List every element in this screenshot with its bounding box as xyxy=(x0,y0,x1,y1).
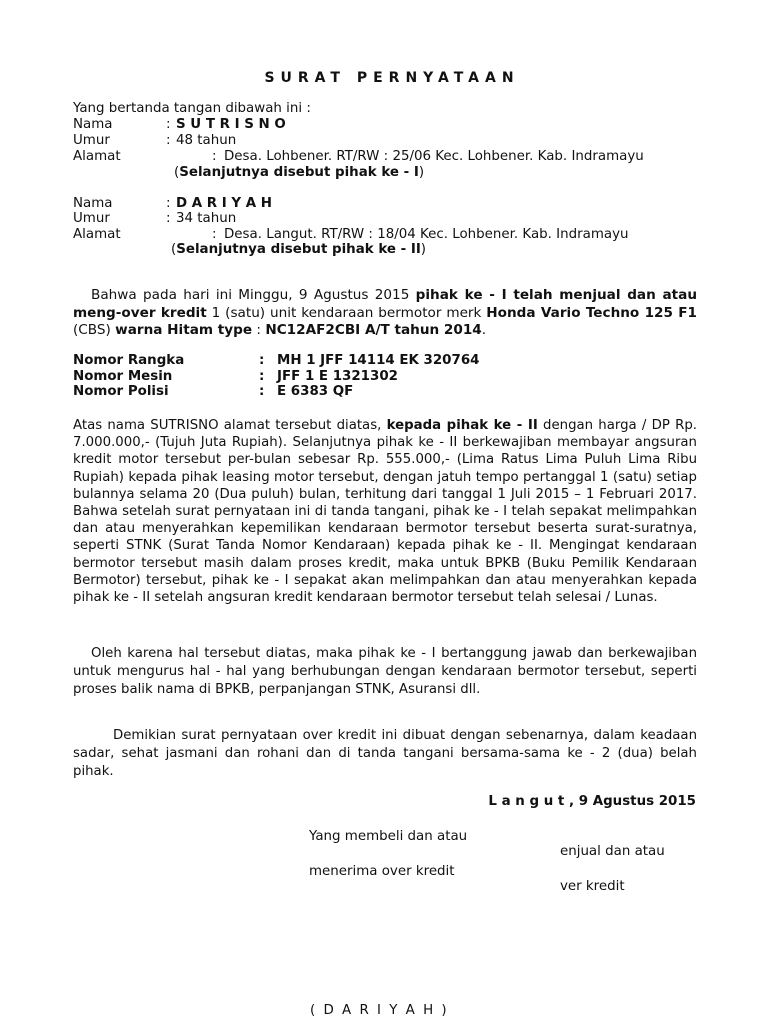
seller-caption-line1: enjual dan atau xyxy=(560,844,665,859)
paragraph-closing: Demikian surat pernyataan over kredit ini dibuat dengan sebenarnya, dalam keadaan sadar, sehat jasmani dan rohani dan di tanda tangani bersama-sama ke - 2 (dua) belah pihak. xyxy=(73,728,697,779)
party2-umur-colon: : xyxy=(166,211,171,226)
party2-alamat-label: Alamat xyxy=(73,227,121,242)
party1-alamat-value: Desa. Lohbener. RT/RW : 25/06 Kec. Lohbener. Kab. Indramayu xyxy=(224,149,644,164)
para1-part-b: pihak ke - I telah menjual dan atau meng-over kredit xyxy=(73,287,697,321)
party1-note-open: ( xyxy=(174,165,180,180)
para1-part-g: : xyxy=(252,322,266,338)
buyer-caption-line2: menerima over kredit xyxy=(309,864,455,879)
place-date: L a n g u t , 9 Agustus 2015 xyxy=(488,794,696,809)
para1-part-f: warna Hitam type xyxy=(115,322,253,338)
para2-part-c: dengan harga / DP Rp. 7.000.000,- (Tujuh Juta Rupiah). Selanjutnya pihak ke - II berkewajiban membayar angsuran kredit motor tersebut per-bulan sebesar Rp. 555.000,- (Lima Ratus Lima Puluh Lima Ribu Rupiah) kepada pihak leasing motor tersebut, dengan jatuh tempo pertanggal 1 (satu) setiap bulannya selama 20 (Dua puluh) bulan, terhitung dari tanggal 1 Juli 2015 – 1 Februari 2017. Bahwa setelah surat pernyataan ini di tanda tangani, pihak ke - I telah sepakat melimpahkan dan atau menyerahkan kepemilikan kendaraan bermotor tersebut beserta surat-suratnya, seperti STNK (Surat Tanda Nomor Kendaraan) kepada pihak ke - II. Mengingat kendaraan bermotor tersebut masih dalam proses kredit, maka untuk BPKB (Buku Pemilik Kendaraan Bermotor) tersebut, pihak ke - I sepakat akan melimpahkan dan atau menyerahkan kepada pihak ke - II setelah angsuran kredit kendaraan bermotor tersebut telah selesai / Lunas. xyxy=(73,418,697,606)
vehicle-mesin-colon: : xyxy=(259,369,265,384)
party2-note-close: ) xyxy=(420,242,427,257)
vehicle-rangka-colon: : xyxy=(259,353,265,368)
party2-note xyxy=(171,242,426,258)
vehicle-mesin-label: Nomor Mesin xyxy=(73,369,173,384)
party1-umur-colon: : xyxy=(166,133,171,148)
para1-part-c: 1 (satu) unit kendaraan bermotor merk xyxy=(206,304,487,321)
party1-nama-value: S U T R I S N O xyxy=(176,117,286,132)
para1-part-a: Bahwa pada hari ini Minggu, 9 Agustus 2015 xyxy=(91,287,416,303)
party2-umur-label: Umur xyxy=(73,211,110,226)
party2-nama-value: D A R I Y A H xyxy=(176,196,273,211)
vehicle-polisi-colon: : xyxy=(259,384,265,399)
vehicle-polisi-value: E 6383 QF xyxy=(277,384,354,399)
vehicle-rangka-value: MH 1 JFF 14114 EK 320764 xyxy=(277,353,480,368)
buyer-name: ( D A R I Y A H ) xyxy=(310,1003,449,1018)
party1-umur-label: Umur xyxy=(73,133,110,148)
party2-note-open: ( xyxy=(171,242,177,257)
party1-alamat-colon: : xyxy=(212,149,217,164)
paragraph-payment-terms xyxy=(73,417,697,606)
document-title: SURAT PERNYATAAN xyxy=(264,70,520,86)
party2-note-text: Selanjutnya disebut pihak ke - II xyxy=(176,242,421,257)
para1-part-d: Honda Vario Techno 125 F1 xyxy=(486,304,697,321)
vehicle-rangka-label: Nomor Rangka xyxy=(73,353,185,368)
vehicle-polisi-label: Nomor Polisi xyxy=(73,384,169,399)
para1-part-i: . xyxy=(481,322,487,338)
seller-caption-line2: ver kredit xyxy=(560,879,625,894)
party2-alamat-colon: : xyxy=(212,227,217,242)
paragraph-responsibility: Oleh karena hal tersebut diatas, maka pihak ke - I bertanggung jawab dan berkewajiban untuk mengurus hal - hal yang berhubungan dengan kendaraan bermotor tersebut, seperti proses balik nama di BPKB, perpanjangan STNK, Asuransi dll. xyxy=(73,646,697,697)
party2-nama-label: Nama xyxy=(73,196,113,211)
buyer-caption-line1: Yang membeli dan atau xyxy=(309,829,468,844)
para1-part-h: NC12AF2CBI A/T tahun 2014 xyxy=(265,322,482,338)
intro-text: Yang bertanda tangan dibawah ini : xyxy=(73,101,311,116)
para2-part-b: kepada pihak ke - II xyxy=(386,418,538,433)
party1-umur-value: 48 tahun xyxy=(176,133,237,148)
party1-note-close: ) xyxy=(418,165,425,180)
party1-nama-colon: : xyxy=(166,117,171,132)
para2-part-a: Atas nama SUTRISNO alamat tersebut diatas, xyxy=(73,418,387,433)
party1-note xyxy=(174,165,424,181)
party1-nama-label: Nama xyxy=(73,117,113,132)
paragraph-sale-statement xyxy=(73,287,697,340)
vehicle-mesin-value: JFF 1 E 1321302 xyxy=(277,369,398,384)
para1-part-e: (CBS) xyxy=(73,322,116,338)
party2-alamat-value: Desa. Langut. RT/RW : 18/04 Kec. Lohbener. Kab. Indramayu xyxy=(224,227,629,242)
party2-nama-colon: : xyxy=(166,196,171,211)
party1-alamat-label: Alamat xyxy=(73,149,121,164)
party1-note-text: Selanjutnya disebut pihak ke - I xyxy=(179,165,419,180)
party2-umur-value: 34 tahun xyxy=(176,211,237,226)
